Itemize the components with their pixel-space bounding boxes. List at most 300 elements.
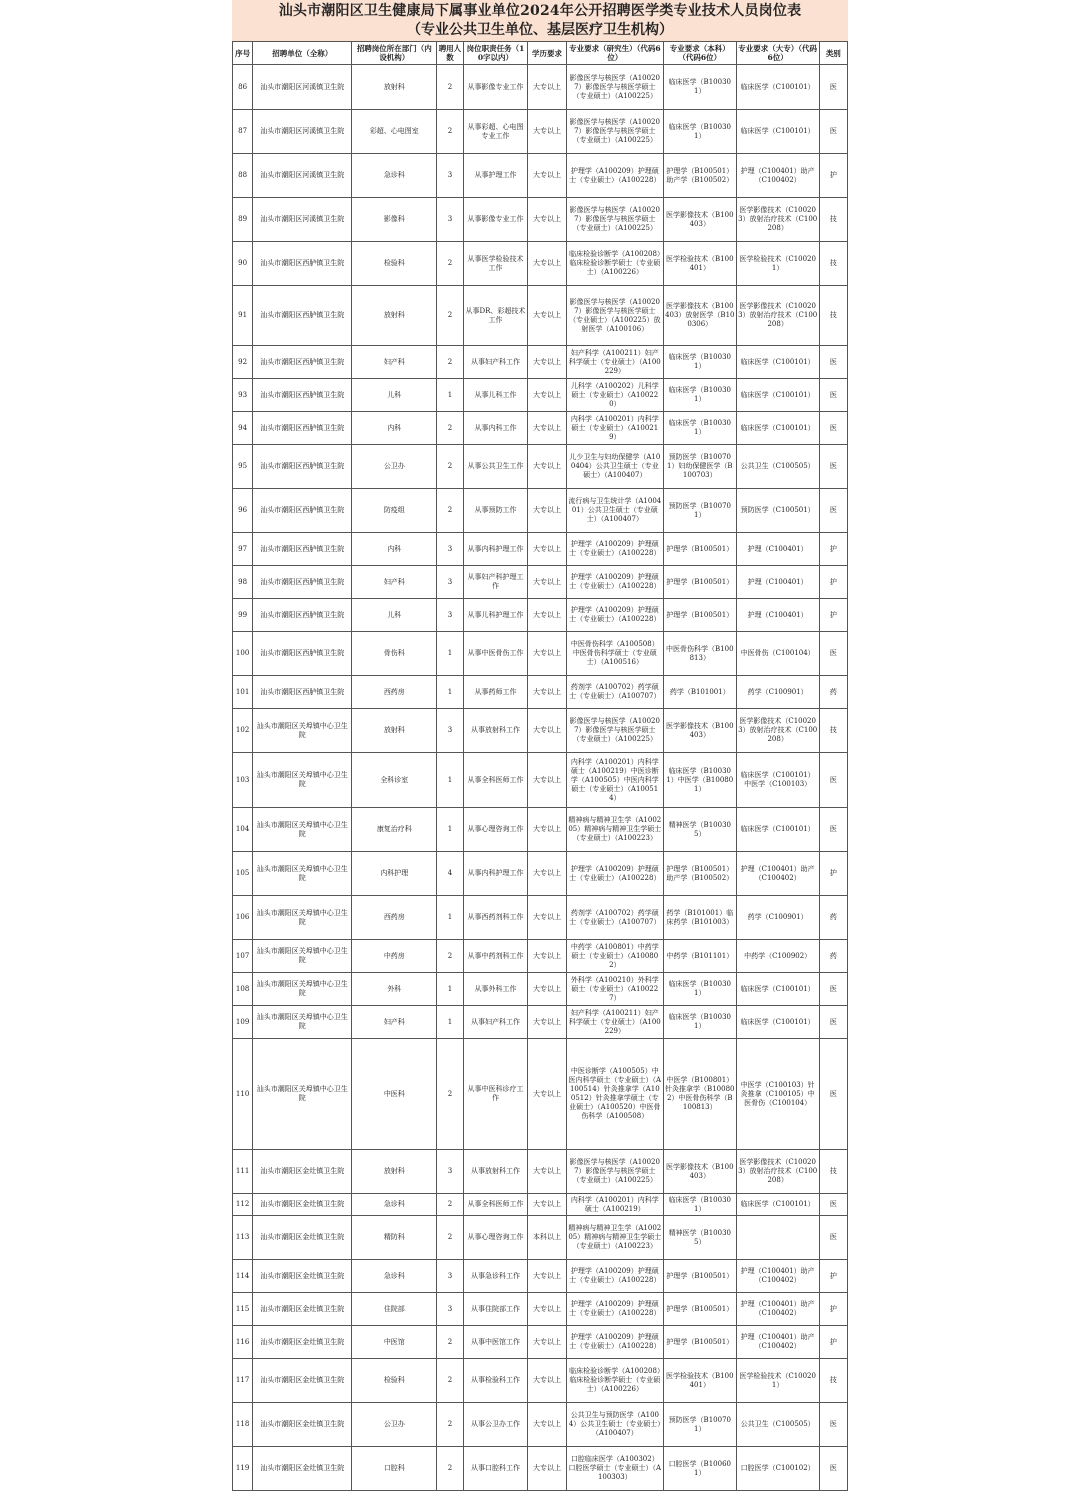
table-header-row <box>233 42 848 65</box>
cell-duty: 从事中药剂科工作 <box>463 940 528 973</box>
cell-no: 90 <box>233 242 253 286</box>
cell-category: 医 <box>819 489 847 533</box>
cell-postgrad: 中医骨伤科学（A100508）中医骨伤科学硕士（专业硕士）（A100516） <box>566 632 663 676</box>
cell-num: 1 <box>437 896 463 940</box>
cell-dept: 口腔科 <box>352 1447 437 1491</box>
cell-edu: 大专以上 <box>528 632 566 676</box>
cell-category: 护 <box>819 533 847 566</box>
cell-dept: 西药房 <box>352 896 437 940</box>
table-row <box>233 1150 848 1194</box>
cell-num: 2 <box>437 489 463 533</box>
cell-edu: 大专以上 <box>528 154 566 198</box>
cell-no: 102 <box>233 709 253 753</box>
cell-college: 临床医学（C100101） <box>736 379 819 412</box>
cell-unit: 汕头市潮阳区金灶镇卫生院 <box>253 1260 352 1293</box>
cell-no: 98 <box>233 566 253 599</box>
cell-category: 医 <box>819 1194 847 1216</box>
table-row <box>233 1216 848 1260</box>
cell-dept: 西药房 <box>352 676 437 709</box>
cell-num: 2 <box>437 1216 463 1260</box>
positions-table <box>232 41 848 1491</box>
cell-bachelor: 临床医学（B100301）中医学（B100801） <box>663 753 736 808</box>
cell-dept: 急诊科 <box>352 1194 437 1216</box>
cell-postgrad: 内科学（A100201）内科学硕士（专业硕士）（A100219） <box>566 412 663 445</box>
cell-edu: 大专以上 <box>528 1150 566 1194</box>
cell-college: 临床医学（C100101） <box>736 973 819 1006</box>
cell-dept: 妇产科 <box>352 346 437 379</box>
cell-college: 临床医学（C100101） <box>736 412 819 445</box>
cell-edu: 大专以上 <box>528 379 566 412</box>
cell-category: 医 <box>819 632 847 676</box>
cell-college: 医学影像技术（C100203）放射治疗技术（C100208） <box>736 198 819 242</box>
cell-bachelor: 临床医学（B100301） <box>663 110 736 154</box>
cell-category: 医 <box>819 445 847 489</box>
cell-num: 3 <box>437 599 463 632</box>
cell-postgrad: 影像医学与核医学（A100207）影像医学与核医学硕士（专业硕士）（A100225） <box>566 1150 663 1194</box>
cell-bachelor: 护理学（B100501） <box>663 566 736 599</box>
cell-category: 药 <box>819 940 847 973</box>
cell-category: 医 <box>819 346 847 379</box>
cell-category: 护 <box>819 1293 847 1326</box>
table-row <box>233 753 848 808</box>
title-banner <box>232 0 848 41</box>
cell-dept: 住院部 <box>352 1293 437 1326</box>
cell-bachelor: 中医学（B100801）针灸推拿学（B100802）中医骨伤科学（B100813） <box>663 1039 736 1150</box>
table-row <box>233 1006 848 1039</box>
job-table-sheet <box>232 0 848 1481</box>
cell-edu: 大专以上 <box>528 1260 566 1293</box>
cell-category: 技 <box>819 1150 847 1194</box>
cell-duty: 从事妇产科护理工作 <box>463 566 528 599</box>
cell-unit: 汕头市潮阳区关埠镇中心卫生院 <box>253 1039 352 1150</box>
cell-postgrad: 护理学（A100209）护理硕士（专业硕士）（A100228） <box>566 154 663 198</box>
cell-bachelor: 护理学（B100501） <box>663 1260 736 1293</box>
cell-bachelor: 临床医学（B100301） <box>663 412 736 445</box>
cell-college: 护理（C100401）助产（C100402） <box>736 852 819 896</box>
cell-edu: 大专以上 <box>528 489 566 533</box>
cell-dept: 妇产科 <box>352 1006 437 1039</box>
cell-duty: 从事全科医师工作 <box>463 753 528 808</box>
cell-duty: 从事中医骨伤工作 <box>463 632 528 676</box>
cell-college: 护理（C100401）助产（C100402） <box>736 154 819 198</box>
cell-unit: 汕头市潮阳区西胪镇卫生院 <box>253 379 352 412</box>
cell-no: 109 <box>233 1006 253 1039</box>
cell-duty: 从事中医馆工作 <box>463 1326 528 1359</box>
cell-no: 94 <box>233 412 253 445</box>
cell-bachelor: 精神医学（B100305） <box>663 808 736 852</box>
cell-college: 护理（C100401）助产（C100402） <box>736 1326 819 1359</box>
cell-unit: 汕头市潮阳区关埠镇中心卫生院 <box>253 896 352 940</box>
table-row <box>233 1447 848 1491</box>
cell-bachelor: 护理学（B100501）助产学（B100502） <box>663 154 736 198</box>
cell-bachelor: 临床医学（B100301） <box>663 1006 736 1039</box>
cell-dept: 影像科 <box>352 198 437 242</box>
cell-category: 医 <box>819 808 847 852</box>
cell-postgrad: 儿少卫生与妇幼保健学（A100404）公共卫生硕士（专业硕士）（A100407） <box>566 445 663 489</box>
cell-dept: 内科 <box>352 533 437 566</box>
cell-num: 3 <box>437 1150 463 1194</box>
cell-category: 护 <box>819 852 847 896</box>
cell-num: 2 <box>437 1359 463 1403</box>
table-body <box>233 65 848 1491</box>
cell-bachelor: 临床医学（B100301） <box>663 379 736 412</box>
cell-college: 药学（C100901） <box>736 676 819 709</box>
cell-edu: 大专以上 <box>528 533 566 566</box>
cell-no: 100 <box>233 632 253 676</box>
cell-category: 技 <box>819 1359 847 1403</box>
cell-unit: 汕头市潮阳区河溪镇卫生院 <box>253 154 352 198</box>
cell-num: 2 <box>437 242 463 286</box>
cell-unit: 汕头市潮阳区金灶镇卫生院 <box>253 1326 352 1359</box>
cell-category: 药 <box>819 896 847 940</box>
table-row <box>233 1403 848 1447</box>
table-row <box>233 242 848 286</box>
cell-unit: 汕头市潮阳区西胪镇卫生院 <box>253 412 352 445</box>
cell-no: 91 <box>233 286 253 346</box>
cell-unit: 汕头市潮阳区西胪镇卫生院 <box>253 242 352 286</box>
header-postgrad: 专业要求（研究生）（代码6位） <box>566 42 663 65</box>
cell-dept: 放射科 <box>352 1150 437 1194</box>
cell-num: 1 <box>437 1006 463 1039</box>
cell-unit: 汕头市潮阳区金灶镇卫生院 <box>253 1447 352 1491</box>
cell-postgrad: 护理学（A100209）护理硕士（专业硕士）（A100228） <box>566 1326 663 1359</box>
cell-category: 医 <box>819 753 847 808</box>
cell-postgrad: 内科学（A100201）内科学硕士（A100219） <box>566 1194 663 1216</box>
cell-category: 医 <box>819 1403 847 1447</box>
cell-dept: 中药房 <box>352 940 437 973</box>
cell-num: 3 <box>437 198 463 242</box>
cell-num: 2 <box>437 940 463 973</box>
header-num: 聘用人数 <box>437 42 463 65</box>
cell-postgrad: 精神病与精神卫生学（A100205）精神病与精神卫生学硕士（专业硕士）（A100223） <box>566 808 663 852</box>
cell-num: 1 <box>437 808 463 852</box>
cell-dept: 防疫组 <box>352 489 437 533</box>
cell-dept: 内科 <box>352 412 437 445</box>
cell-num: 3 <box>437 1293 463 1326</box>
cell-unit: 汕头市潮阳区河溪镇卫生院 <box>253 110 352 154</box>
cell-edu: 大专以上 <box>528 346 566 379</box>
cell-postgrad: 临床检验诊断学（A100208）临床检验诊断学硕士（专业硕士）（A100226） <box>566 1359 663 1403</box>
cell-no: 93 <box>233 379 253 412</box>
cell-category: 医 <box>819 1006 847 1039</box>
cell-unit: 汕头市潮阳区关埠镇中心卫生院 <box>253 973 352 1006</box>
cell-college: 临床医学（C100101） <box>736 346 819 379</box>
cell-num: 2 <box>437 1194 463 1216</box>
cell-unit: 汕头市潮阳区金灶镇卫生院 <box>253 1216 352 1260</box>
cell-edu: 大专以上 <box>528 599 566 632</box>
cell-num: 2 <box>437 65 463 110</box>
cell-no: 95 <box>233 445 253 489</box>
cell-dept: 放射科 <box>352 65 437 110</box>
header-bachelor: 专业要求（本科）（代码6位） <box>663 42 736 65</box>
cell-dept: 骨伤科 <box>352 632 437 676</box>
cell-num: 3 <box>437 533 463 566</box>
cell-no: 118 <box>233 1403 253 1447</box>
cell-duty: 从事公卫办工作 <box>463 1403 528 1447</box>
cell-unit: 汕头市潮阳区金灶镇卫生院 <box>253 1359 352 1403</box>
cell-edu: 大专以上 <box>528 1293 566 1326</box>
table-row <box>233 65 848 110</box>
cell-num: 1 <box>437 973 463 1006</box>
cell-unit: 汕头市潮阳区西胪镇卫生院 <box>253 346 352 379</box>
cell-num: 2 <box>437 1039 463 1150</box>
cell-postgrad: 影像医学与核医学（A100207）影像医学与核医学硕士（专业硕士）（A100225） <box>566 198 663 242</box>
cell-num: 4 <box>437 852 463 896</box>
cell-num: 1 <box>437 379 463 412</box>
cell-unit: 汕头市潮阳区西胪镇卫生院 <box>253 566 352 599</box>
cell-edu: 大专以上 <box>528 1194 566 1216</box>
cell-duty: 从事内科护理工作 <box>463 852 528 896</box>
cell-no: 113 <box>233 1216 253 1260</box>
cell-no: 112 <box>233 1194 253 1216</box>
cell-no: 108 <box>233 973 253 1006</box>
table-row <box>233 1326 848 1359</box>
cell-edu: 大专以上 <box>528 1006 566 1039</box>
cell-num: 3 <box>437 154 463 198</box>
cell-unit: 汕头市潮阳区西胪镇卫生院 <box>253 599 352 632</box>
table-row <box>233 566 848 599</box>
cell-edu: 大专以上 <box>528 852 566 896</box>
cell-edu: 大专以上 <box>528 286 566 346</box>
cell-unit: 汕头市潮阳区金灶镇卫生院 <box>253 1194 352 1216</box>
cell-bachelor: 预防医学（B100701） <box>663 489 736 533</box>
cell-college: 药学（C100901） <box>736 896 819 940</box>
table-row <box>233 632 848 676</box>
cell-postgrad: 护理学（A100209）护理硕士（专业硕士）（A100228） <box>566 852 663 896</box>
cell-college: 护理（C100401） <box>736 533 819 566</box>
cell-no: 105 <box>233 852 253 896</box>
cell-postgrad: 儿科学（A100202）儿科学硕士（专业硕士）（A100220） <box>566 379 663 412</box>
cell-category: 护 <box>819 566 847 599</box>
cell-duty: 从事内科护理工作 <box>463 533 528 566</box>
cell-no: 88 <box>233 154 253 198</box>
table-row <box>233 599 848 632</box>
cell-college: 护理（C100401） <box>736 566 819 599</box>
cell-unit: 汕头市潮阳区关埠镇中心卫生院 <box>253 852 352 896</box>
cell-duty: 从事彩超、心电图专业工作 <box>463 110 528 154</box>
cell-duty: 从事检验科工作 <box>463 1359 528 1403</box>
cell-postgrad: 药剂学（A100702）药学硕士（专业硕士）（A100707） <box>566 896 663 940</box>
cell-unit: 汕头市潮阳区河溪镇卫生院 <box>253 198 352 242</box>
cell-unit: 汕头市潮阳区金灶镇卫生院 <box>253 1150 352 1194</box>
cell-postgrad: 临床检验诊断学（A100208）临床检验诊断学硕士（专业硕士）（A100226） <box>566 242 663 286</box>
table-row <box>233 445 848 489</box>
cell-postgrad: 影像医学与核医学（A100207）影像医学与核医学硕士（专业硕士）（A100225） <box>566 110 663 154</box>
cell-unit: 汕头市潮阳区关埠镇中心卫生院 <box>253 808 352 852</box>
cell-edu: 大专以上 <box>528 973 566 1006</box>
cell-college: 中药学（C100902） <box>736 940 819 973</box>
header-college: 专业要求（大专）（代码6位） <box>736 42 819 65</box>
cell-dept: 康复治疗科 <box>352 808 437 852</box>
cell-dept: 外科 <box>352 973 437 1006</box>
cell-category: 药 <box>819 676 847 709</box>
cell-edu: 大专以上 <box>528 1326 566 1359</box>
cell-category: 护 <box>819 1326 847 1359</box>
cell-college: 临床医学（C100101） <box>736 1006 819 1039</box>
cell-edu: 大专以上 <box>528 1403 566 1447</box>
cell-college: 预防医学（C100501） <box>736 489 819 533</box>
cell-postgrad: 护理学（A100209）护理硕士（专业硕士）（A100228） <box>566 1293 663 1326</box>
table-row <box>233 1359 848 1403</box>
cell-bachelor: 临床医学（B100301） <box>663 346 736 379</box>
table-row <box>233 940 848 973</box>
cell-bachelor: 护理学（B100501） <box>663 599 736 632</box>
cell-postgrad: 口腔临床医学（A100302）口腔医学硕士（专业硕士）（A100303） <box>566 1447 663 1491</box>
cell-no: 99 <box>233 599 253 632</box>
cell-postgrad: 中医诊断学（A100505）中医内科学硕士（专业硕士）（A100514）针灸推拿学（A100512）针灸推拿学硕士（专业硕士）（A100520）中医骨伤科学（A100508） <box>566 1039 663 1150</box>
table-row <box>233 808 848 852</box>
cell-postgrad: 内科学（A100201）内科学硕士（A100219）中医诊断学（A100505）中医内科学硕士（专业硕士）（A100514） <box>566 753 663 808</box>
cell-category: 医 <box>819 1447 847 1491</box>
cell-college: 医学检验技术（C100201） <box>736 1359 819 1403</box>
cell-no: 87 <box>233 110 253 154</box>
table-row <box>233 154 848 198</box>
cell-duty: 从事西药剂科工作 <box>463 896 528 940</box>
cell-no: 111 <box>233 1150 253 1194</box>
cell-bachelor: 预防医学（B100701）妇幼保健医学（B100703） <box>663 445 736 489</box>
cell-postgrad: 精神病与精神卫生学（A100205）精神病与精神卫生学硕士（专业硕士）（A100223） <box>566 1216 663 1260</box>
table-row <box>233 1293 848 1326</box>
cell-bachelor: 医学影像技术（B100403） <box>663 198 736 242</box>
cell-num: 2 <box>437 346 463 379</box>
table-row <box>233 1039 848 1150</box>
cell-dept: 儿科 <box>352 379 437 412</box>
page-title: 汕头市潮阳区卫生健康局下属事业单位2024年公开招聘医学类专业技术人员岗位表 <box>278 3 802 19</box>
cell-no: 117 <box>233 1359 253 1403</box>
cell-edu: 大专以上 <box>528 65 566 110</box>
cell-college: 中医骨伤（C100104） <box>736 632 819 676</box>
cell-dept: 彩超、心电图室 <box>352 110 437 154</box>
cell-num: 3 <box>437 709 463 753</box>
cell-num: 3 <box>437 1260 463 1293</box>
cell-bachelor: 护理学（B100501） <box>663 533 736 566</box>
cell-duty: 从事住院部工作 <box>463 1293 528 1326</box>
cell-duty: 从事心理咨询工作 <box>463 808 528 852</box>
cell-no: 97 <box>233 533 253 566</box>
cell-college: 临床医学（C100101） <box>736 65 819 110</box>
cell-dept: 检验科 <box>352 242 437 286</box>
cell-unit: 汕头市潮阳区关埠镇中心卫生院 <box>253 709 352 753</box>
cell-unit: 汕头市潮阳区西胪镇卫生院 <box>253 533 352 566</box>
cell-duty: 从事心理咨询工作 <box>463 1216 528 1260</box>
cell-college: 护理（C100401）助产（C100402） <box>736 1293 819 1326</box>
cell-bachelor: 医学检验技术（B100401） <box>663 242 736 286</box>
cell-unit: 汕头市潮阳区关埠镇中心卫生院 <box>253 753 352 808</box>
cell-edu: 大专以上 <box>528 808 566 852</box>
cell-duty: 从事护理工作 <box>463 154 528 198</box>
cell-duty: 从事医学检验技术工作 <box>463 242 528 286</box>
cell-no: 96 <box>233 489 253 533</box>
cell-dept: 放射科 <box>352 286 437 346</box>
cell-edu: 大专以上 <box>528 242 566 286</box>
page-subtitle: （专业公共卫生单位、基层医疗卫生机构） <box>407 22 673 38</box>
cell-bachelor: 医学影像技术（B100403）放射医学（B100306） <box>663 286 736 346</box>
table-row <box>233 286 848 346</box>
cell-category: 医 <box>819 412 847 445</box>
cell-unit: 汕头市潮阳区金灶镇卫生院 <box>253 1293 352 1326</box>
cell-college: 护理（C100401） <box>736 599 819 632</box>
table-row <box>233 110 848 154</box>
cell-edu: 大专以上 <box>528 110 566 154</box>
cell-bachelor: 医学影像技术（B100403） <box>663 1150 736 1194</box>
cell-edu: 大专以上 <box>528 566 566 599</box>
cell-edu: 大专以上 <box>528 709 566 753</box>
table-row <box>233 489 848 533</box>
cell-bachelor: 精神医学（B100305） <box>663 1216 736 1260</box>
cell-unit: 汕头市潮阳区关埠镇中心卫生院 <box>253 940 352 973</box>
cell-bachelor: 中药学（B101101） <box>663 940 736 973</box>
cell-no: 104 <box>233 808 253 852</box>
cell-postgrad: 药剂学（A100702）药学硕士（专业硕士）（A100707） <box>566 676 663 709</box>
cell-no: 89 <box>233 198 253 242</box>
cell-no: 106 <box>233 896 253 940</box>
cell-college: 中医学（C100103）针灸推拿（C100105）中医骨伤（C100104） <box>736 1039 819 1150</box>
table-row <box>233 852 848 896</box>
header-edu: 学历要求 <box>528 42 566 65</box>
cell-duty: 从事药师工作 <box>463 676 528 709</box>
cell-college: 临床医学（C100101） <box>736 808 819 852</box>
cell-no: 101 <box>233 676 253 709</box>
cell-duty: 从事儿科工作 <box>463 379 528 412</box>
header-dept: 招聘岗位所在部门（内设机构） <box>352 42 437 65</box>
cell-bachelor: 临床医学（B100301） <box>663 1194 736 1216</box>
cell-category: 护 <box>819 1260 847 1293</box>
cell-postgrad: 中药学（A100801）中药学硕士（专业硕士）（A100802） <box>566 940 663 973</box>
cell-duty: 从事全科医师工作 <box>463 1194 528 1216</box>
table-row <box>233 412 848 445</box>
cell-college: 公共卫生（C100505） <box>736 1403 819 1447</box>
cell-bachelor: 药学（B101001） <box>663 676 736 709</box>
cell-college: 公共卫生（C100505） <box>736 445 819 489</box>
cell-duty: 从事DR、彩超技术工作 <box>463 286 528 346</box>
cell-category: 护 <box>819 599 847 632</box>
table-row <box>233 676 848 709</box>
table-row <box>233 709 848 753</box>
cell-duty: 从事影像专业工作 <box>463 65 528 110</box>
cell-num: 1 <box>437 632 463 676</box>
cell-category: 技 <box>819 709 847 753</box>
cell-college <box>736 1216 819 1260</box>
cell-postgrad: 护理学（A100209）护理硕士（专业硕士）（A100228） <box>566 566 663 599</box>
cell-category: 医 <box>819 1216 847 1260</box>
cell-bachelor: 药学（B101001）临床药学（B101003） <box>663 896 736 940</box>
cell-college: 临床医学（C100101）中医学（C100103） <box>736 753 819 808</box>
cell-no: 86 <box>233 65 253 110</box>
table-row <box>233 973 848 1006</box>
cell-bachelor: 医学检验技术（B100401） <box>663 1359 736 1403</box>
cell-num: 2 <box>437 1326 463 1359</box>
cell-unit: 汕头市潮阳区西胪镇卫生院 <box>253 445 352 489</box>
cell-duty: 从事口腔科工作 <box>463 1447 528 1491</box>
cell-college: 医学检验技术（C100201） <box>736 242 819 286</box>
cell-college: 医学影像技术（C100203）放射治疗技术（C100208） <box>736 1150 819 1194</box>
cell-duty: 从事外科工作 <box>463 973 528 1006</box>
cell-postgrad: 公共卫生与预防医学（A1004）公共卫生硕士（专业硕士）（A100407） <box>566 1403 663 1447</box>
cell-num: 2 <box>437 412 463 445</box>
cell-postgrad: 影像医学与核医学（A100207）影像医学与核医学硕士（专业硕士）（A100225） <box>566 709 663 753</box>
cell-no: 119 <box>233 1447 253 1491</box>
cell-duty: 从事预防工作 <box>463 489 528 533</box>
cell-bachelor: 护理学（B100501） <box>663 1293 736 1326</box>
cell-num: 1 <box>437 753 463 808</box>
cell-no: 92 <box>233 346 253 379</box>
table-row <box>233 1260 848 1293</box>
cell-duty: 从事中医科诊疗工作 <box>463 1039 528 1150</box>
cell-unit: 汕头市潮阳区金灶镇卫生院 <box>253 1403 352 1447</box>
cell-college: 医学影像技术（C100203）放射治疗技术（C100208） <box>736 709 819 753</box>
header-unit: 招聘单位（全称） <box>253 42 352 65</box>
header-duty: 岗位职责任务（10字以内） <box>463 42 528 65</box>
